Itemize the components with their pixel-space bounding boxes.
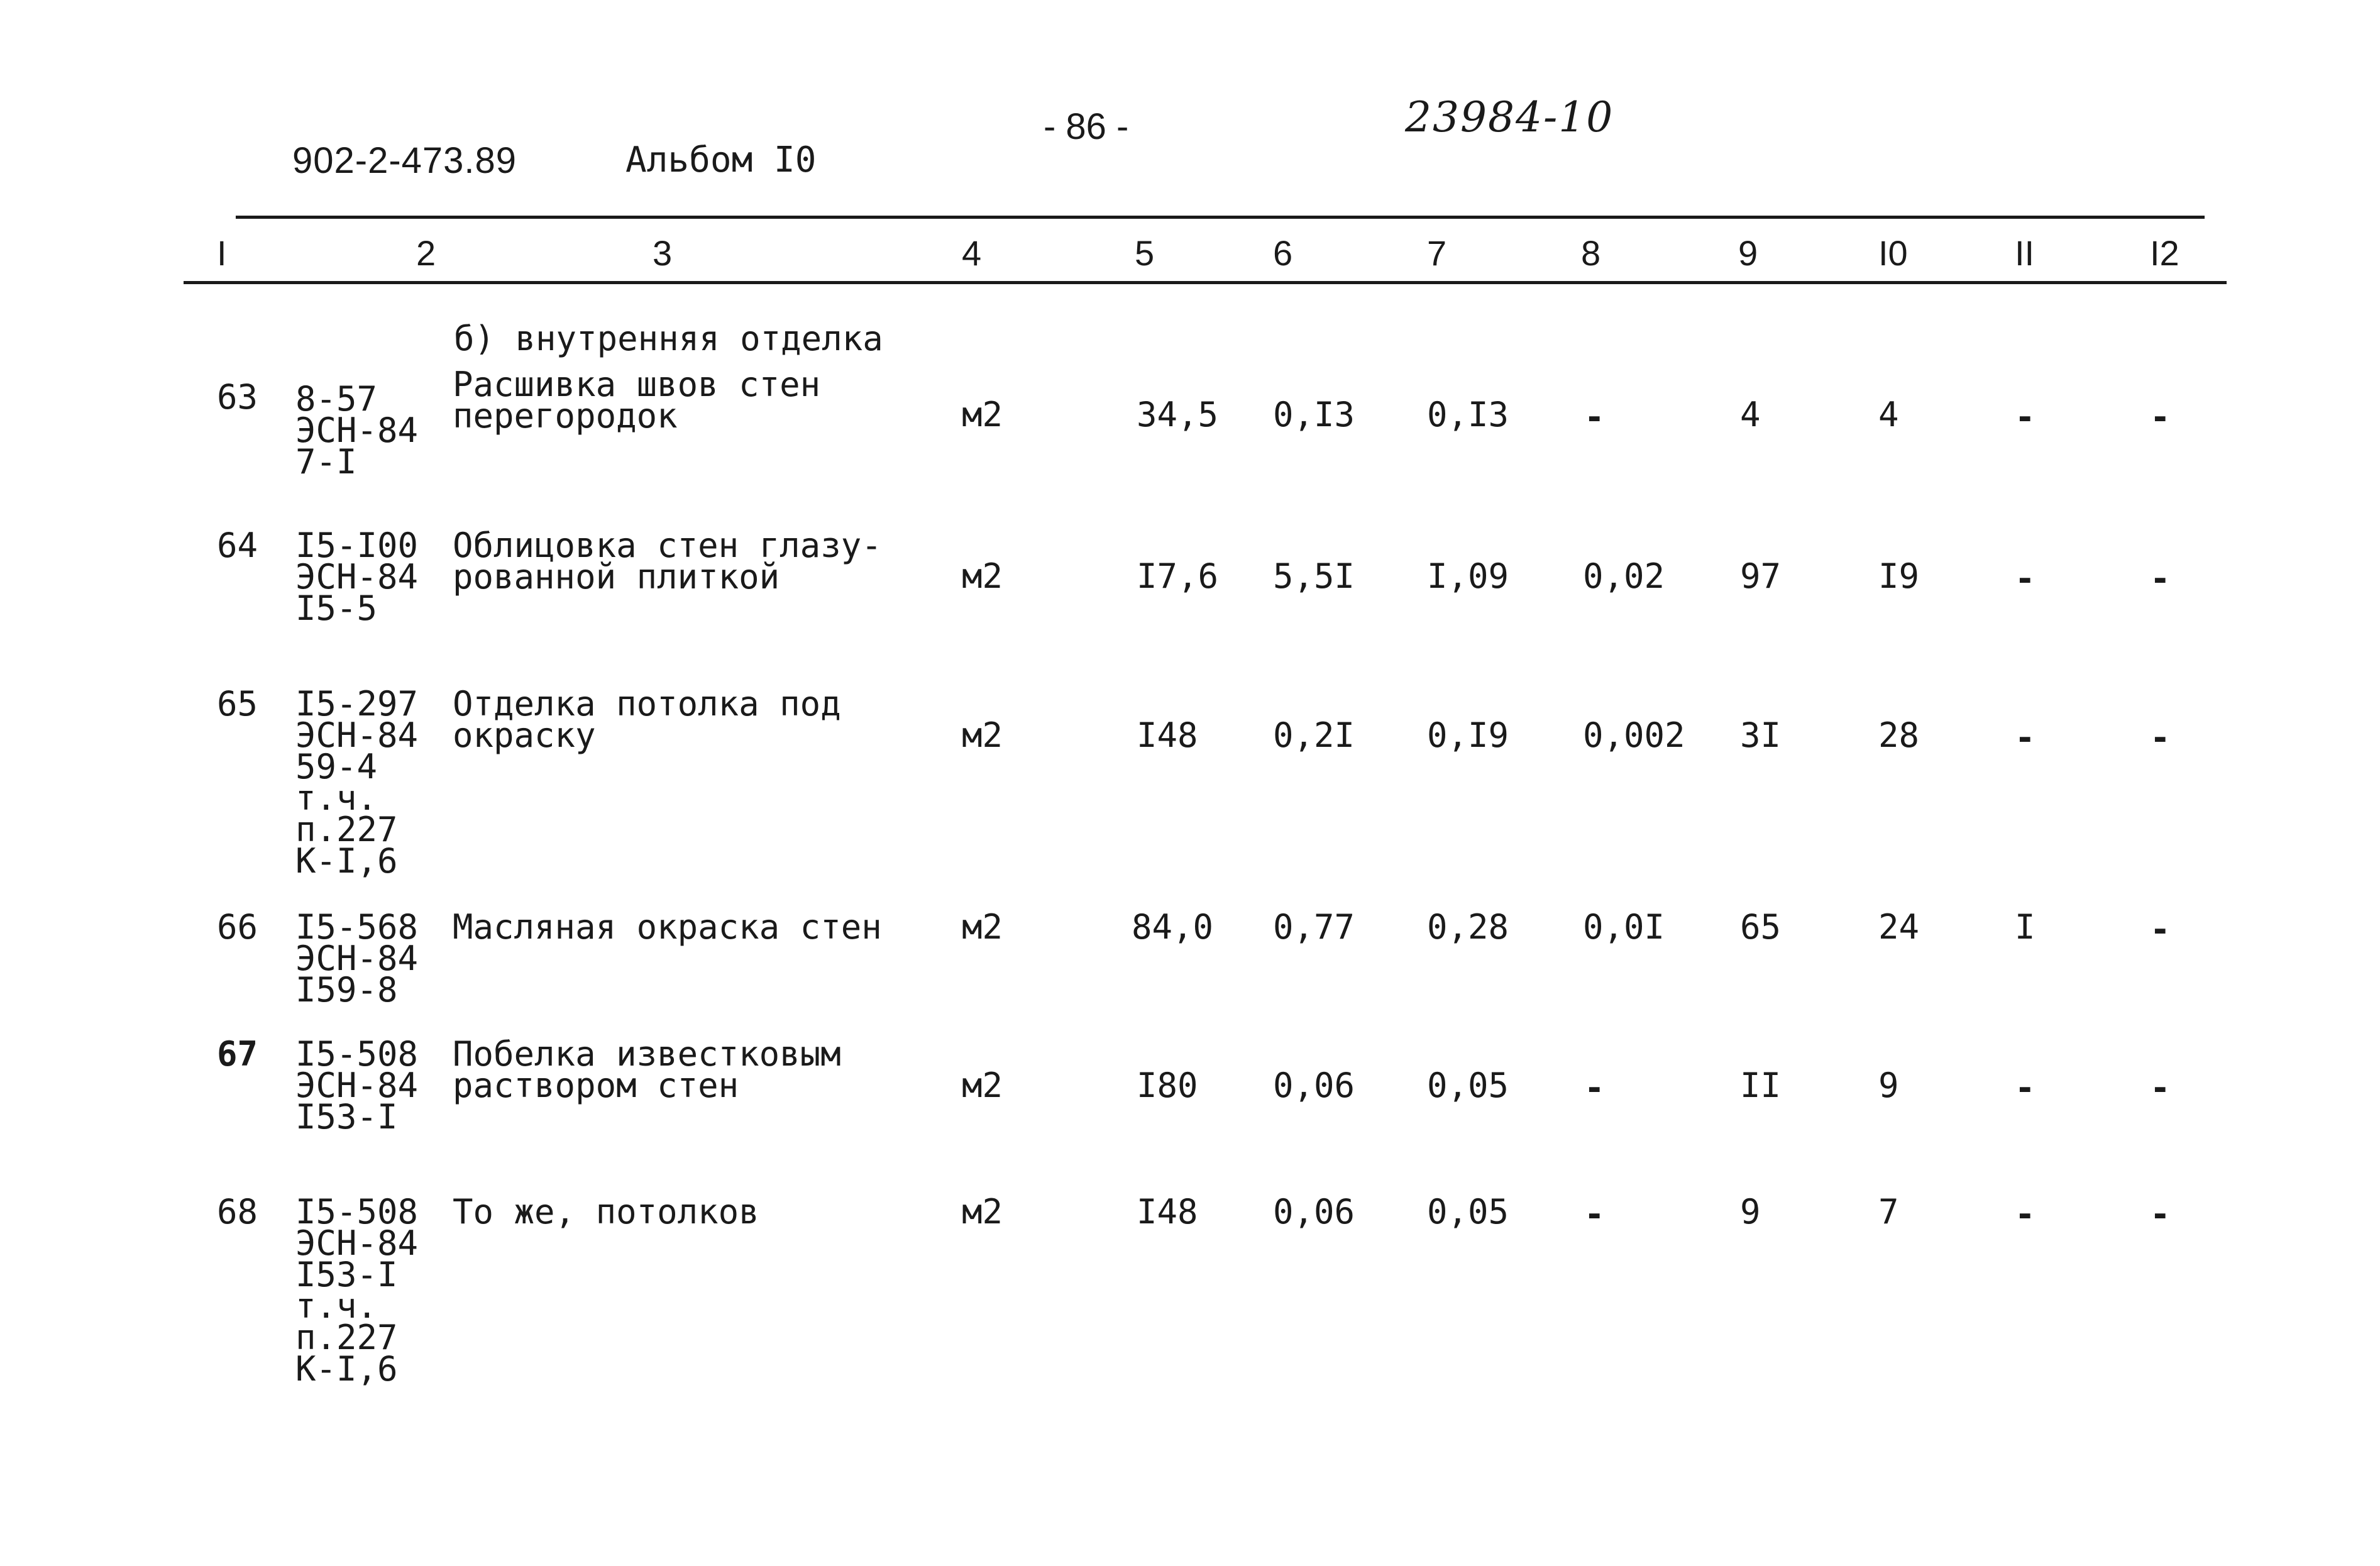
column-header-1: I — [217, 233, 227, 273]
value-col-10: I9 — [1878, 556, 1920, 596]
value-col-12: - — [2150, 718, 2171, 758]
work-name: Масляная окраска стен — [453, 907, 882, 947]
column-header-6: 6 — [1273, 233, 1293, 273]
row-number: 66 — [217, 907, 258, 947]
column-header-3: 3 — [653, 233, 673, 273]
norm-code: 8-57 ЭСН-84 7-I — [295, 379, 419, 482]
value-col-5: I80 — [1137, 1066, 1198, 1105]
header-rule — [184, 281, 2227, 284]
value-col-10: 4 — [1878, 395, 1899, 434]
value-col-8: 0,02 — [1583, 556, 1665, 596]
value-col-7: 0,I9 — [1427, 715, 1509, 755]
value-col-8: - — [1584, 1194, 1605, 1234]
document-code: 902-2-473.89 — [292, 140, 517, 181]
handwritten-number: 23984-10 — [1405, 93, 1614, 141]
column-header-11: II — [2015, 233, 2035, 273]
column-header-2: 2 — [416, 233, 436, 273]
column-header-4: 4 — [962, 233, 982, 273]
album-label: Альбом I0 — [625, 140, 817, 180]
value-col-5: I48 — [1137, 715, 1198, 755]
work-name: Облицовка стен глазу- рованной плиткой — [453, 526, 882, 597]
unit: м2 — [962, 715, 1003, 755]
norm-code: I5-I00 ЭСН-84 I5-5 — [295, 526, 419, 628]
row-number: 68 — [217, 1192, 258, 1232]
value-col-8: 0,0I — [1583, 907, 1665, 947]
norm-code: I5-297 ЭСН-84 59-4 т.ч. п.227 К-I,6 — [295, 684, 419, 881]
unit: м2 — [962, 907, 1003, 947]
value-col-9: 65 — [1740, 907, 1782, 947]
value-col-5: 84,0 — [1132, 907, 1214, 947]
work-name: Расшивка швов стен перегородок — [453, 365, 821, 436]
value-col-10: 24 — [1878, 907, 1920, 947]
value-col-6: 0,I3 — [1273, 395, 1355, 434]
value-col-9: 9 — [1740, 1192, 1761, 1232]
row-number: 64 — [217, 526, 258, 565]
top-rule — [236, 216, 2205, 219]
value-col-5: I7,6 — [1137, 556, 1219, 596]
value-col-6: 0,2I — [1273, 715, 1355, 755]
unit: м2 — [962, 1066, 1003, 1105]
unit: м2 — [962, 395, 1003, 434]
value-col-7: 0,05 — [1427, 1066, 1509, 1105]
value-col-11: - — [2015, 1194, 2036, 1234]
value-col-12: - — [2150, 1194, 2171, 1234]
value-col-7: 0,I3 — [1427, 395, 1509, 434]
unit: м2 — [962, 556, 1003, 596]
row-number: 63 — [217, 377, 258, 417]
value-col-8: - — [1584, 1068, 1605, 1108]
row-number: 65 — [217, 684, 258, 724]
value-col-6: 0,77 — [1273, 907, 1355, 947]
value-col-11: - — [2015, 1068, 2036, 1108]
column-header-9: 9 — [1738, 233, 1758, 273]
value-col-9: 3I — [1740, 715, 1782, 755]
column-header-7: 7 — [1427, 233, 1447, 273]
value-col-12: - — [2150, 397, 2171, 437]
row-number: 67 — [217, 1034, 258, 1074]
value-col-5: I48 — [1137, 1192, 1198, 1232]
value-col-8: - — [1584, 397, 1605, 437]
value-col-12: - — [2150, 1068, 2171, 1108]
value-col-11: - — [2015, 397, 2036, 437]
value-col-11: - — [2015, 718, 2036, 758]
section-title: б) внутренняя отделка — [454, 319, 883, 358]
column-header-10: I0 — [1878, 233, 1908, 273]
value-col-11: I — [2015, 907, 2036, 947]
value-col-9: 4 — [1740, 395, 1761, 434]
norm-code: I5-508 ЭСН-84 I53-I — [295, 1034, 419, 1137]
page-number: - 86 - — [1044, 106, 1129, 147]
unit: м2 — [962, 1192, 1003, 1232]
value-col-11: - — [2015, 559, 2036, 598]
value-col-10: 7 — [1878, 1192, 1899, 1232]
value-col-7: 0,05 — [1427, 1192, 1509, 1232]
work-name: То же, потолков — [453, 1192, 759, 1232]
norm-code: I5-508 ЭСН-84 I53-I т.ч. п.227 К-I,6 — [295, 1192, 419, 1389]
column-header-5: 5 — [1135, 233, 1155, 273]
value-col-9: 97 — [1740, 556, 1782, 596]
value-col-10: 9 — [1878, 1066, 1899, 1105]
value-col-6: 0,06 — [1273, 1066, 1355, 1105]
value-col-7: I,09 — [1427, 556, 1509, 596]
column-header-8: 8 — [1581, 233, 1601, 273]
value-col-7: 0,28 — [1427, 907, 1509, 947]
work-name: Побелка известковым раствором стен — [453, 1034, 841, 1105]
value-col-6: 5,5I — [1273, 556, 1355, 596]
work-name: Отделка потолка под окраску — [453, 684, 841, 755]
value-col-8: 0,002 — [1583, 715, 1685, 755]
norm-code: I5-568 ЭСН-84 I59-8 — [295, 907, 419, 1010]
value-col-12: - — [2150, 559, 2171, 598]
value-col-10: 28 — [1878, 715, 1920, 755]
value-col-9: II — [1740, 1066, 1782, 1105]
value-col-5: 34,5 — [1137, 395, 1219, 434]
value-col-6: 0,06 — [1273, 1192, 1355, 1232]
column-header-12: I2 — [2150, 233, 2179, 273]
value-col-12: - — [2150, 910, 2171, 949]
